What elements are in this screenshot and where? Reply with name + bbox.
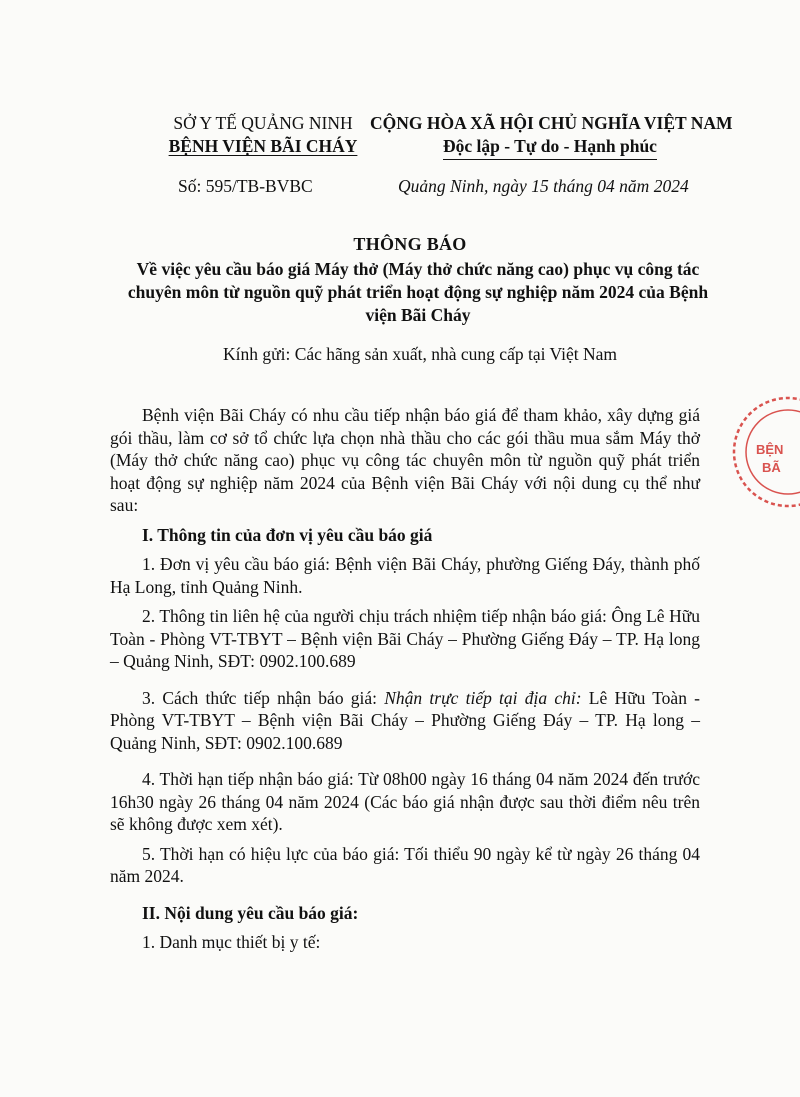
list-item: 4. Thời hạn tiếp nhận báo giá: Từ 08h00 ngày 16 tháng 04 năm 2024 đến trước 16h30 ngày 26 tháng 04 năm 2024 (Các báo giá nhận được sau thời điểm nêu trên sẽ không được xem xét).	[110, 769, 700, 834]
list-item: 1. Đơn vị yêu cầu báo giá: Bệnh viện Bãi Cháy, phường Giếng Đáy, thành phố Hạ Long, tỉnh Quảng Ninh.	[110, 554, 700, 597]
list-item: 5. Thời hạn có hiệu lực của báo giá: Tối thiểu 90 ngày kể từ ngày 26 tháng 04 năm 2024.	[110, 843, 700, 886]
national-header	[370, 112, 733, 160]
document-number: Số: 595/TB-BVBC	[178, 176, 313, 196]
department-name: SỞ Y TẾ QUẢNG NINH	[173, 113, 353, 133]
intro-paragraph: Bệnh viện Bãi Cháy có nhu cầu tiếp nhận báo giá để tham khảo, xây dựng giá gói thầu, làm cơ sở tổ chức lựa chọn nhà thầu cho các gói thầu mua sắm Máy thở (Máy thở chức năng cao) phục vụ công tác chuyên môn từ nguồn quỹ phát triển hoạt động sự nghiệp năm 2024 của Bệnh viện Bãi Cháy với nội dung cụ thể như sau:	[110, 405, 700, 515]
section-heading-2: II. Nội dung yêu cầu báo giá:	[142, 902, 359, 923]
list-item: 2. Thông tin liên hệ của người chịu trách nhiệm tiếp nhận báo giá: Ông Lê Hữu Toàn - Phòng VT-TBYT – Bệnh viện Bãi Cháy – Phường Giếng Đáy – TP. Hạ long – Quảng Ninh, SĐT: 0902.100.689	[110, 606, 700, 671]
section-heading-1: I. Thông tin của đơn vị yêu cầu báo giá	[142, 524, 433, 545]
list-item: 1. Danh mục thiết bị y tế:	[142, 932, 321, 952]
hospital-name: BỆNH VIỆN BÃI CHÁY	[168, 136, 358, 156]
item3-rest: Lê Hữu Toàn - Phòng VT-TBYT – Bệnh viện Bãi Cháy – Phường Giếng Đáy – TP. Hạ long – Quảng Ninh, SĐT: 0902.100.689	[110, 687, 700, 753]
item3-prefix: 3. Cách thức tiếp nhận báo giá:	[142, 687, 385, 708]
red-stamp-icon	[728, 392, 800, 512]
document-subtitle: Về việc yêu cầu báo giá Máy thở (Máy thở chức năng cao) phục vụ công tác chuyên môn từ nguồn quỹ phát triển hoạt động sự nghiệp năm 2024 của Bệnh viện Bãi Cháy	[127, 259, 709, 325]
stamp-text-1: BỆN	[756, 442, 784, 457]
document-body	[110, 404, 700, 961]
item3-italic: Nhận trực tiếp tại địa chỉ:	[384, 687, 582, 708]
document-title: THÔNG BÁO	[353, 234, 467, 254]
stamp-text-2: BÃ	[762, 460, 781, 475]
list-item	[110, 687, 700, 755]
national-title: CỘNG HÒA XÃ HỘI CHỦ NGHĨA VIỆT NAM	[370, 113, 733, 133]
issuer-block	[148, 112, 378, 158]
document-date: Quảng Ninh, ngày 15 tháng 04 năm 2024	[398, 176, 689, 196]
recipient-line: Kính gửi: Các hãng sản xuất, nhà cung cấp tại Việt Nam	[223, 344, 617, 364]
national-motto: Độc lập - Tự do - Hạnh phúc	[443, 135, 657, 160]
